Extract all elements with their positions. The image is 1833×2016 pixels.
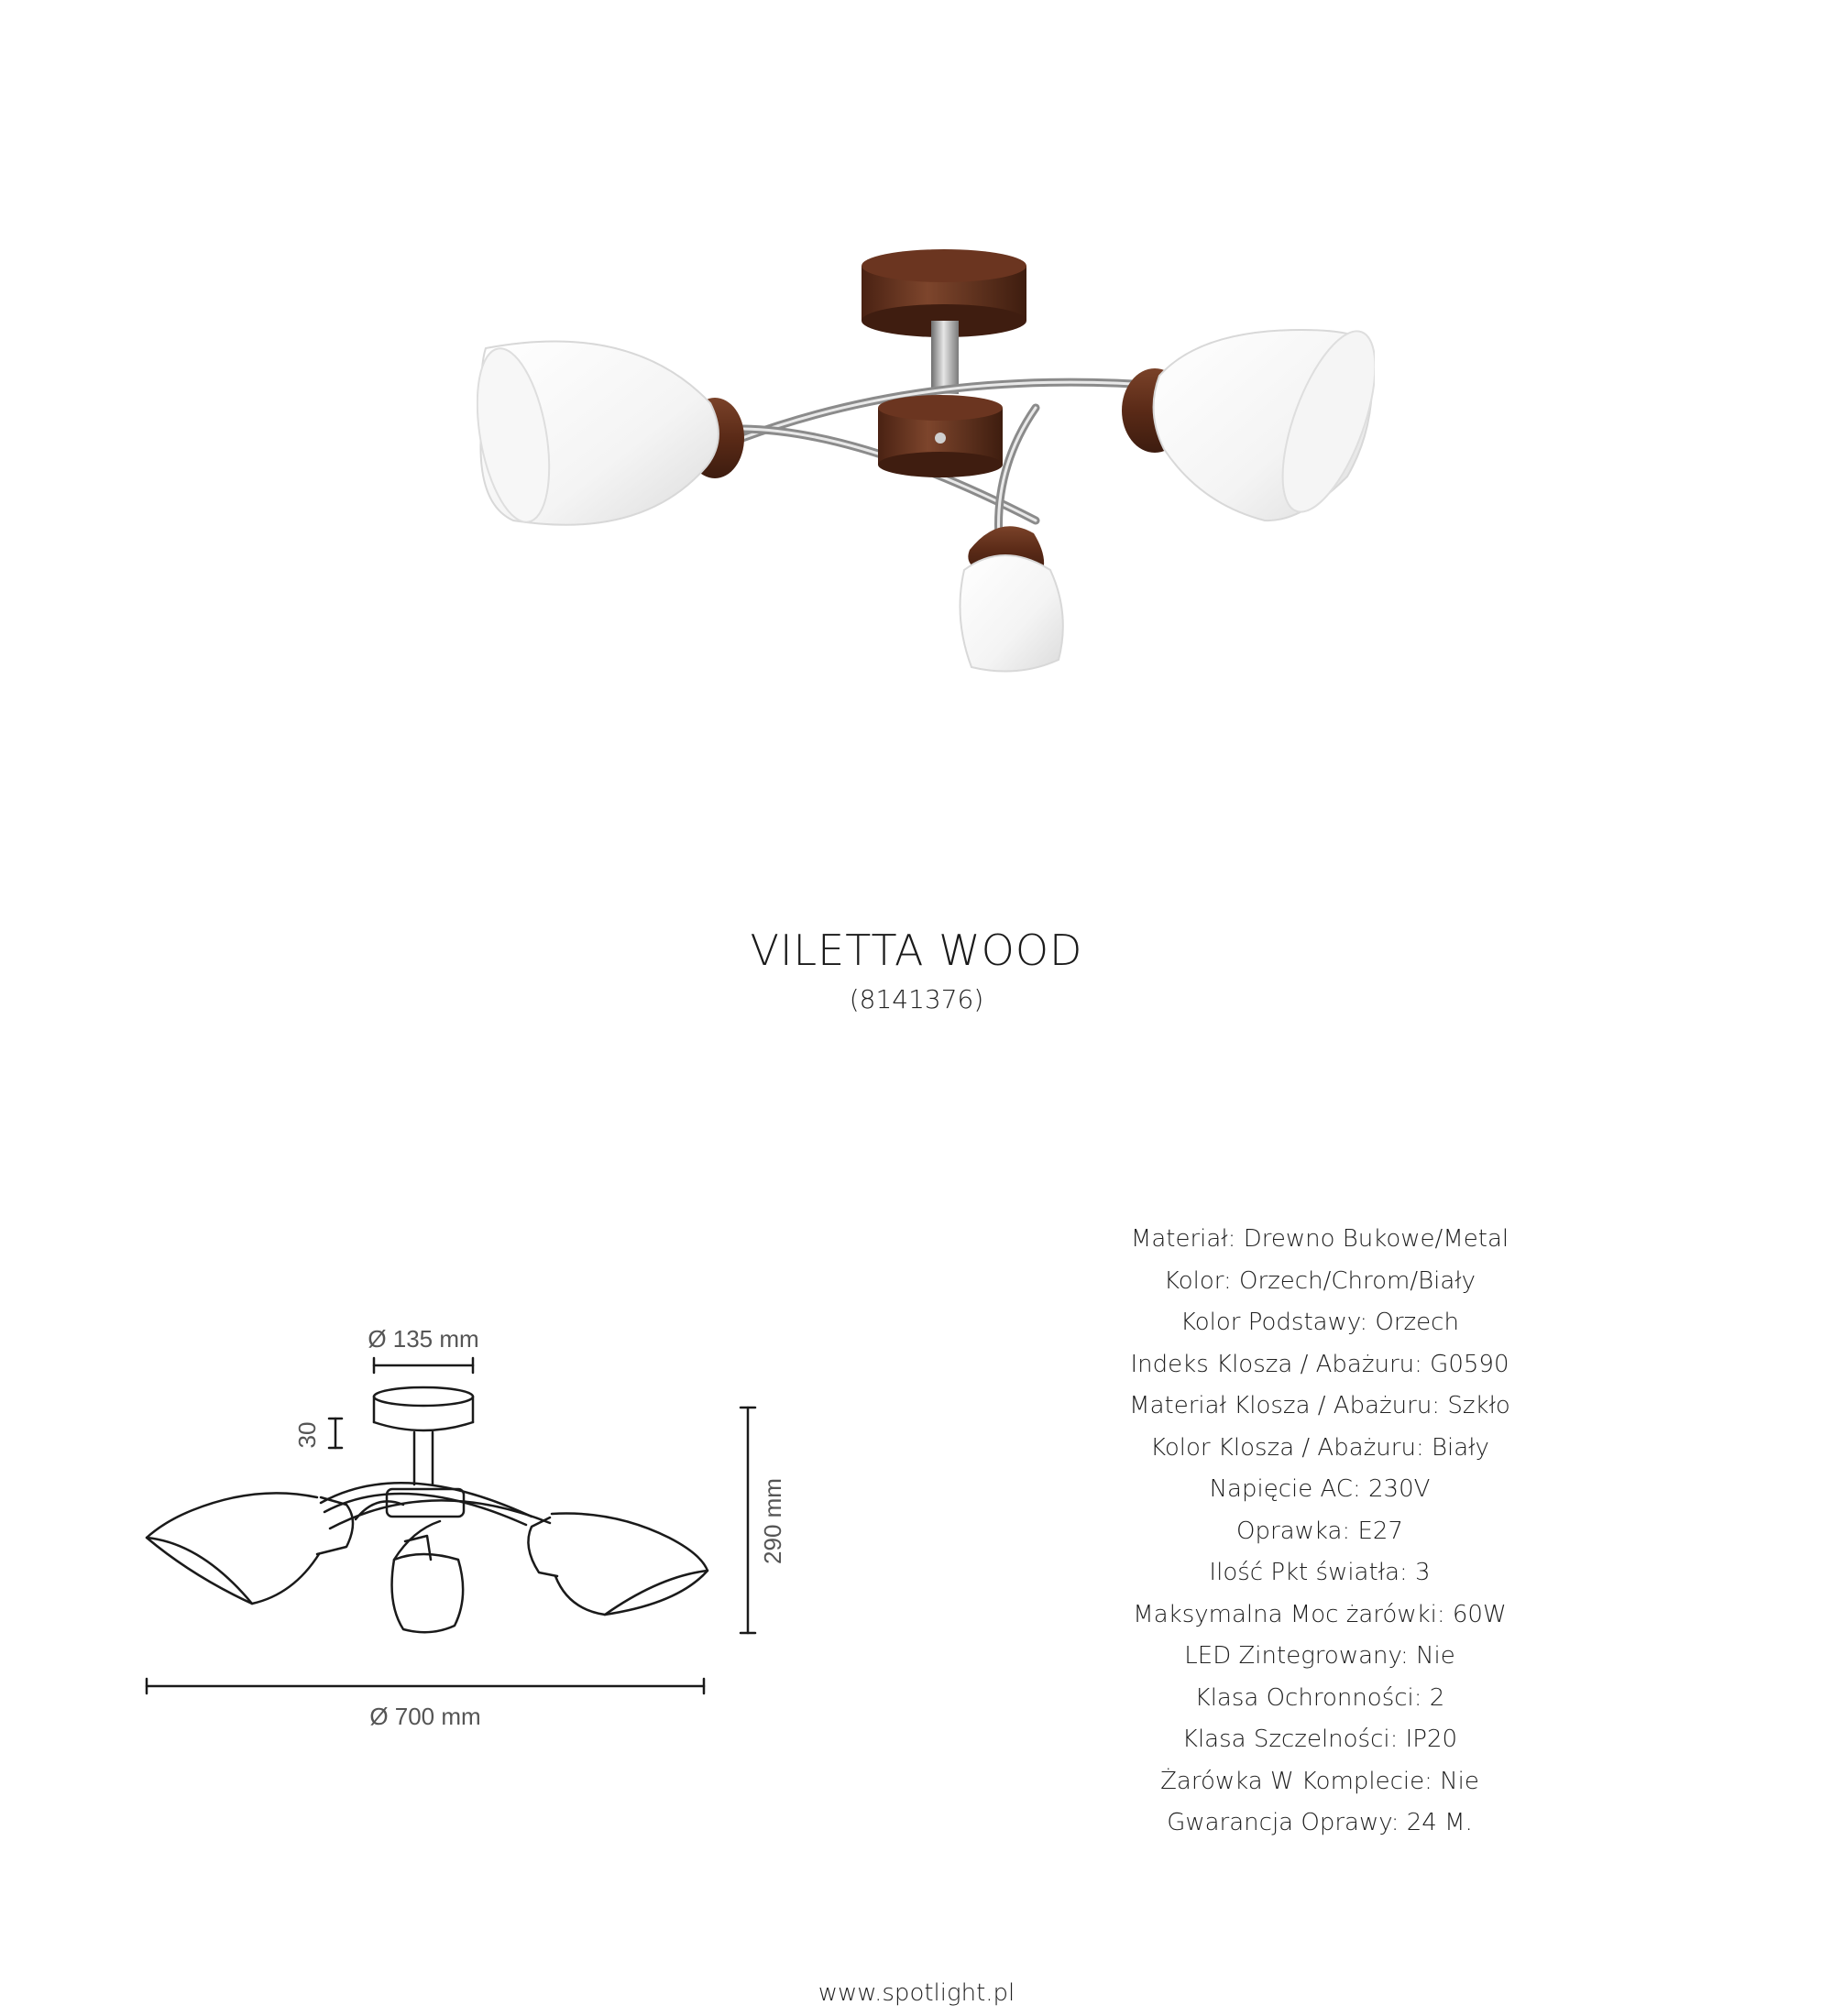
product-name: VILETTA WOOD [750, 926, 1083, 975]
spec-list [971, 1219, 1668, 1845]
dim-total-diameter: Ø 700 mm [369, 1703, 481, 1730]
spec-item: Ilość Pkt światła: 3 [1209, 1559, 1431, 1586]
footer-website: www.spotlight.pl [818, 1979, 1015, 2007]
spec-item: Żarówka W Komplecie: Nie [1160, 1767, 1479, 1795]
product-code: (8141376) [849, 984, 984, 1014]
spec-item: LED Zintegrowany: Nie [1184, 1642, 1455, 1670]
spec-item: Klasa Ochronności: 2 [1194, 1683, 1445, 1712]
title-block [0, 926, 1833, 1014]
spec-item: Materiał: Drewno Bukowe/Metal [1130, 1225, 1509, 1253]
chrome-stem [931, 321, 959, 394]
spec-item: Klasa Szczelności: IP20 [1181, 1726, 1458, 1753]
technical-drawing [128, 1301, 825, 1741]
left-lamp-shade [477, 342, 744, 528]
right-lamp-shade [1122, 320, 1375, 522]
center-lamp-shade [960, 526, 1063, 671]
dim-total-height: 290 mm [759, 1478, 786, 1564]
spec-item: Gwarancja Oprawy: 24 M. [1167, 1809, 1473, 1836]
spec-item: Kolor Klosza / Abażuru: Biały [1150, 1433, 1489, 1462]
spec-item: Materiał Klosza / Abażuru: Szkło [1129, 1392, 1510, 1419]
spec-item: Indeks Klosza / Abażuru: G0590 [1130, 1350, 1509, 1378]
dim-base-diameter: Ø 135 mm [368, 1325, 479, 1353]
spec-item: Kolor: Orzech/Chrom/Biały [1163, 1266, 1476, 1295]
spec-item: Napięcie AC: 230V [1209, 1475, 1431, 1503]
spec-item: Oprawka: E27 [1236, 1517, 1403, 1545]
product-photo [477, 247, 1375, 678]
central-hub [878, 395, 1003, 477]
spec-item: Kolor Podstawy: Orzech [1180, 1309, 1459, 1336]
dim-base-height: 30 [293, 1421, 321, 1449]
spec-item: Maksymalna Moc żarówki: 60W [1133, 1600, 1507, 1628]
